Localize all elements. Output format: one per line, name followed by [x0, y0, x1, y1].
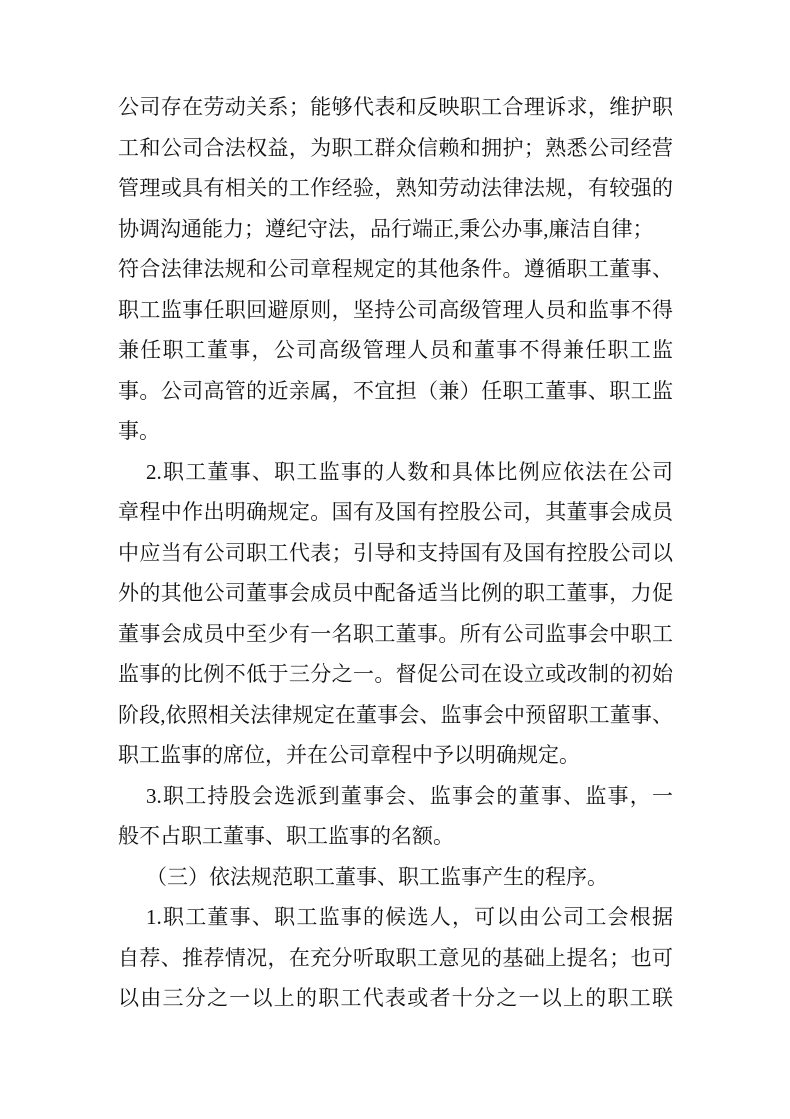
text-line: 职工监事的席位，并在公司章程中予以明确规定。	[118, 743, 580, 767]
text-line: 公司存在劳动关系；能够代表和反映职工合理诉求，维护职	[118, 95, 673, 119]
text-line: 以由三分之一以上的职工代表或者十分之一以上的职工联	[118, 986, 673, 1010]
text-line: 事。公司高管的近亲属，不宜担（兼）任职工董事、职工监	[118, 378, 673, 403]
text-line: 自荐、推荐情况，在充分听取职工意见的基础上提名；也可	[118, 945, 673, 970]
text-line: 兼任职工董事，公司高级管理人员和董事不得兼任职工监	[118, 338, 673, 362]
text-line: 阶段,依照相关法律规定在董事会、监事会中预留职工董事、	[118, 702, 673, 727]
text-line: 中应当有公司职工代表；引导和支持国有及国有控股公司以	[118, 540, 673, 565]
text-line: 协调沟通能力；遵纪守法，品行端正,秉公办事,廉洁自律；	[118, 216, 654, 241]
text-line: 董事会成员中至少有一名职工董事。所有公司监事会中职工	[118, 621, 673, 646]
text-lines	[118, 87, 673, 1019]
text-line: 章程中作出明确规定。国有及国有控股公司，其董事会成员	[118, 500, 673, 524]
text-line: 符合法律法规和公司章程规定的其他条件。遵循职工董事、	[118, 257, 673, 281]
text-line: 工和公司合法权益，为职工群众信赖和拥护；熟悉公司经营	[118, 135, 673, 160]
text-line: 2.职工董事、职工监事的人数和具体比例应依法在公司	[146, 459, 673, 484]
text-line: 外的其他公司董事会成员中配备适当比例的职工董事，力促	[118, 581, 673, 605]
text-line: 1.职工董事、职工监事的候选人，可以由公司工会根据	[146, 905, 673, 929]
text-line: 监事的比例不低于三分之一。督促公司在设立或改制的初始	[118, 662, 673, 686]
text-line: 3.职工持股会选派到董事会、监事会的董事、监事，一	[146, 783, 673, 808]
text-line: （三）依法规范职工董事、职工监事产生的程序。	[146, 864, 608, 889]
text-line: 管理或具有相关的工作经验，熟知劳动法律法规，有较强的	[118, 176, 673, 200]
text-line: 职工监事任职回避原则，坚持公司高级管理人员和监事不得	[118, 297, 673, 322]
text-line: 事。	[118, 419, 160, 443]
text-line: 般不占职工董事、职工监事的名额。	[118, 824, 454, 848]
